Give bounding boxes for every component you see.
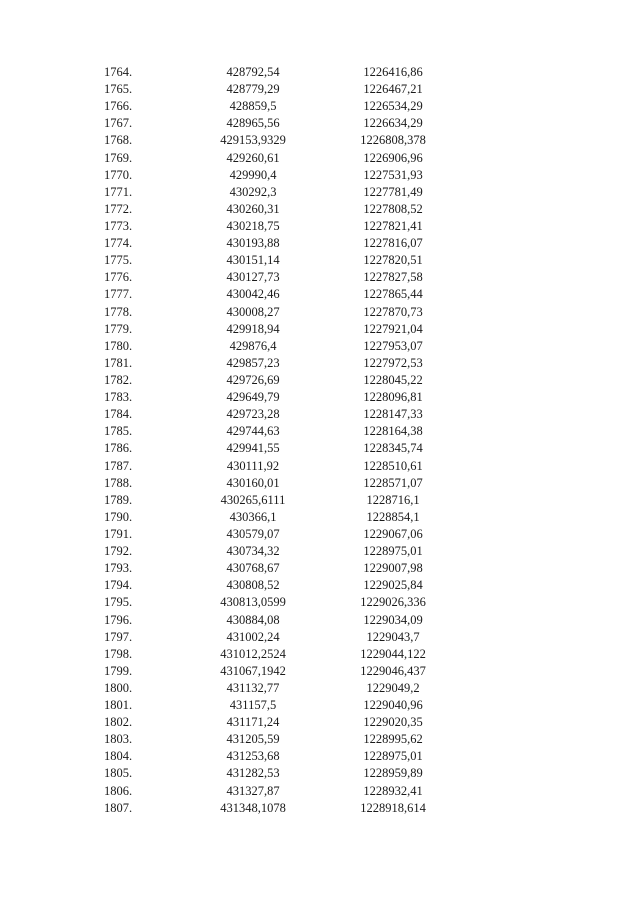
x-coordinate: 431253,68 (226, 749, 280, 764)
x-coordinate: 430127,73 (226, 270, 280, 285)
y-coordinate: 1228932,41 (363, 783, 423, 798)
x-coordinate: 429876,4 (229, 338, 277, 353)
table-row (0, 355, 640, 372)
y-coordinate: 1227827,58 (363, 270, 423, 285)
point-number: 1796. (104, 612, 133, 627)
y-coordinate: 1229046,437 (360, 663, 426, 678)
x-coordinate: 429153,9329 (220, 133, 286, 148)
point-number: 1775. (104, 253, 133, 268)
point-number: 1768. (104, 133, 133, 148)
table-row (0, 509, 640, 526)
table-row (0, 697, 640, 714)
point-number: 1798. (104, 646, 133, 661)
y-coordinate: 1226906,96 (363, 150, 423, 165)
table-row (0, 64, 640, 81)
point-number: 1784. (104, 407, 133, 422)
y-coordinate: 1229026,336 (360, 595, 426, 610)
table-row (0, 543, 640, 560)
y-coordinate: 1228918,614 (360, 800, 426, 815)
x-coordinate: 430808,52 (226, 578, 280, 593)
table-row (0, 304, 640, 321)
y-coordinate: 1229067,06 (363, 526, 423, 541)
x-coordinate: 429726,69 (226, 372, 280, 387)
y-coordinate: 1229025,84 (363, 578, 423, 593)
x-coordinate: 430260,31 (226, 201, 280, 216)
point-number: 1780. (104, 338, 133, 353)
table-row (0, 612, 640, 629)
point-number: 1765. (104, 82, 133, 97)
y-coordinate: 1227820,51 (363, 253, 423, 268)
x-coordinate: 429723,28 (226, 407, 280, 422)
table-row (0, 184, 640, 201)
y-coordinate: 1228345,74 (363, 441, 423, 456)
point-number: 1771. (104, 184, 133, 199)
table-row (0, 526, 640, 543)
point-number: 1769. (104, 150, 133, 165)
table-row (0, 218, 640, 235)
x-coordinate: 429941,55 (226, 441, 280, 456)
y-coordinate: 1228164,38 (363, 424, 423, 439)
point-number: 1802. (104, 715, 133, 730)
table-row (0, 663, 640, 680)
point-number: 1785. (104, 424, 133, 439)
point-number: 1803. (104, 732, 133, 747)
table-row (0, 338, 640, 355)
point-number: 1782. (104, 372, 133, 387)
point-number: 1788. (104, 475, 133, 490)
x-coordinate: 429990,4 (229, 167, 277, 182)
y-coordinate: 1228147,33 (363, 407, 423, 422)
y-coordinate: 1228975,01 (363, 749, 423, 764)
y-coordinate: 1226467,21 (363, 82, 423, 97)
table-row (0, 269, 640, 286)
table-row (0, 406, 640, 423)
point-number: 1777. (104, 287, 133, 302)
x-coordinate: 429857,23 (226, 355, 280, 370)
x-coordinate: 430813,0599 (220, 595, 286, 610)
table-row (0, 389, 640, 406)
y-coordinate: 1229034,09 (363, 612, 423, 627)
y-coordinate: 1227781,49 (363, 184, 423, 199)
point-number: 1804. (104, 749, 133, 764)
point-number: 1786. (104, 441, 133, 456)
table-row (0, 783, 640, 800)
y-coordinate: 1226634,29 (363, 116, 423, 131)
table-row (0, 731, 640, 748)
y-coordinate: 1226416,86 (363, 65, 423, 79)
point-number: 1773. (104, 218, 133, 233)
x-coordinate: 430292,3 (229, 184, 277, 199)
y-coordinate: 1228096,81 (363, 390, 423, 405)
y-coordinate: 1227821,41 (363, 218, 423, 233)
table-row (0, 235, 640, 252)
y-coordinate: 1227865,44 (363, 287, 423, 302)
point-number: 1805. (104, 766, 133, 781)
x-coordinate: 429649,79 (226, 390, 280, 405)
table-row (0, 98, 640, 115)
x-coordinate: 431327,87 (226, 783, 280, 798)
table-row (0, 577, 640, 594)
x-coordinate: 430579,07 (226, 526, 280, 541)
table-row (0, 321, 640, 338)
y-coordinate: 1229043,7 (366, 629, 420, 644)
point-number: 1794. (104, 578, 133, 593)
table-row (0, 560, 640, 577)
y-coordinate: 1227870,73 (363, 304, 423, 319)
point-number: 1781. (104, 355, 133, 370)
coordinates-table (0, 64, 640, 817)
x-coordinate: 430151,14 (226, 253, 280, 268)
point-number: 1779. (104, 321, 133, 336)
x-coordinate: 428779,29 (226, 82, 280, 97)
y-coordinate: 1227972,53 (363, 355, 423, 370)
x-coordinate: 428859,5 (229, 99, 277, 114)
point-number: 1770. (104, 167, 133, 182)
y-coordinate: 1228995,62 (363, 732, 423, 747)
point-number: 1806. (104, 783, 133, 798)
y-coordinate: 1226534,29 (363, 99, 423, 114)
y-coordinate: 1227921,04 (363, 321, 423, 336)
point-number: 1790. (104, 509, 133, 524)
x-coordinate: 430193,88 (226, 236, 280, 251)
y-coordinate: 1229044,122 (360, 646, 426, 661)
table-row (0, 81, 640, 98)
table-row (0, 646, 640, 663)
y-coordinate: 1228959,89 (363, 766, 423, 781)
point-number: 1807. (104, 800, 133, 815)
y-coordinate: 1228510,61 (363, 458, 423, 473)
point-number: 1797. (104, 629, 133, 644)
table-row (0, 440, 640, 457)
x-coordinate: 428965,56 (226, 116, 280, 131)
table-row (0, 492, 640, 509)
point-number: 1795. (104, 595, 133, 610)
point-number: 1800. (104, 680, 133, 695)
x-coordinate: 428792,54 (226, 65, 280, 79)
x-coordinate: 430884,08 (226, 612, 280, 627)
table-row (0, 594, 640, 611)
table-row (0, 765, 640, 782)
y-coordinate: 1228854,1 (366, 509, 420, 524)
x-coordinate: 429918,94 (226, 321, 280, 336)
y-coordinate: 1227953,07 (363, 338, 423, 353)
x-coordinate: 431171,24 (226, 715, 280, 730)
y-coordinate: 1228045,22 (363, 372, 423, 387)
x-coordinate: 431067,1942 (220, 663, 286, 678)
point-number: 1791. (104, 526, 133, 541)
point-number: 1778. (104, 304, 133, 319)
table-row (0, 252, 640, 269)
x-coordinate: 430042,46 (226, 287, 280, 302)
y-coordinate: 1227816,07 (363, 236, 423, 251)
x-coordinate: 430160,01 (226, 475, 280, 490)
x-coordinate: 430768,67 (226, 561, 280, 576)
y-coordinate: 1226808,378 (360, 133, 426, 148)
table-row (0, 800, 640, 817)
table-row (0, 423, 640, 440)
y-coordinate: 1227808,52 (363, 201, 423, 216)
y-coordinate: 1228571,07 (363, 475, 423, 490)
x-coordinate: 431002,24 (226, 629, 280, 644)
point-number: 1764. (104, 65, 133, 79)
y-coordinate: 1229020,35 (363, 715, 423, 730)
table-row (0, 150, 640, 167)
point-number: 1789. (104, 492, 133, 507)
point-number: 1776. (104, 270, 133, 285)
table-row (0, 372, 640, 389)
x-coordinate: 429260,61 (226, 150, 280, 165)
point-number: 1792. (104, 544, 133, 559)
x-coordinate: 431348,1078 (220, 800, 286, 815)
point-number: 1767. (104, 116, 133, 131)
table-row (0, 714, 640, 731)
point-number: 1793. (104, 561, 133, 576)
y-coordinate: 1229007,98 (363, 561, 423, 576)
x-coordinate: 430734,32 (226, 544, 280, 559)
x-coordinate: 431012,2524 (220, 646, 286, 661)
point-number: 1801. (104, 698, 133, 713)
x-coordinate: 430218,75 (226, 218, 280, 233)
point-number: 1774. (104, 236, 133, 251)
x-coordinate: 430008,27 (226, 304, 280, 319)
table-row (0, 475, 640, 492)
table-row (0, 680, 640, 697)
x-coordinate: 431205,59 (226, 732, 280, 747)
table-row (0, 286, 640, 303)
point-number: 1787. (104, 458, 133, 473)
point-number: 1766. (104, 99, 133, 114)
point-number: 1772. (104, 201, 133, 216)
table-row (0, 458, 640, 475)
table-row (0, 115, 640, 132)
point-number: 1783. (104, 390, 133, 405)
y-coordinate: 1227531,93 (363, 167, 423, 182)
x-coordinate: 431282,53 (226, 766, 280, 781)
y-coordinate: 1229049,2 (366, 680, 420, 695)
y-coordinate: 1228975,01 (363, 544, 423, 559)
table-row (0, 167, 640, 184)
table-row (0, 629, 640, 646)
y-coordinate: 1228716,1 (366, 492, 420, 507)
x-coordinate: 430111,92 (226, 458, 280, 473)
x-coordinate: 429744,63 (226, 424, 280, 439)
table-row (0, 132, 640, 149)
table-row (0, 201, 640, 218)
table-row (0, 748, 640, 765)
x-coordinate: 431157,5 (229, 698, 277, 713)
x-coordinate: 430265,6111 (220, 492, 286, 507)
point-number: 1799. (104, 663, 133, 678)
x-coordinate: 430366,1 (229, 509, 277, 524)
y-coordinate: 1229040,96 (363, 698, 423, 713)
x-coordinate: 431132,77 (226, 680, 280, 695)
